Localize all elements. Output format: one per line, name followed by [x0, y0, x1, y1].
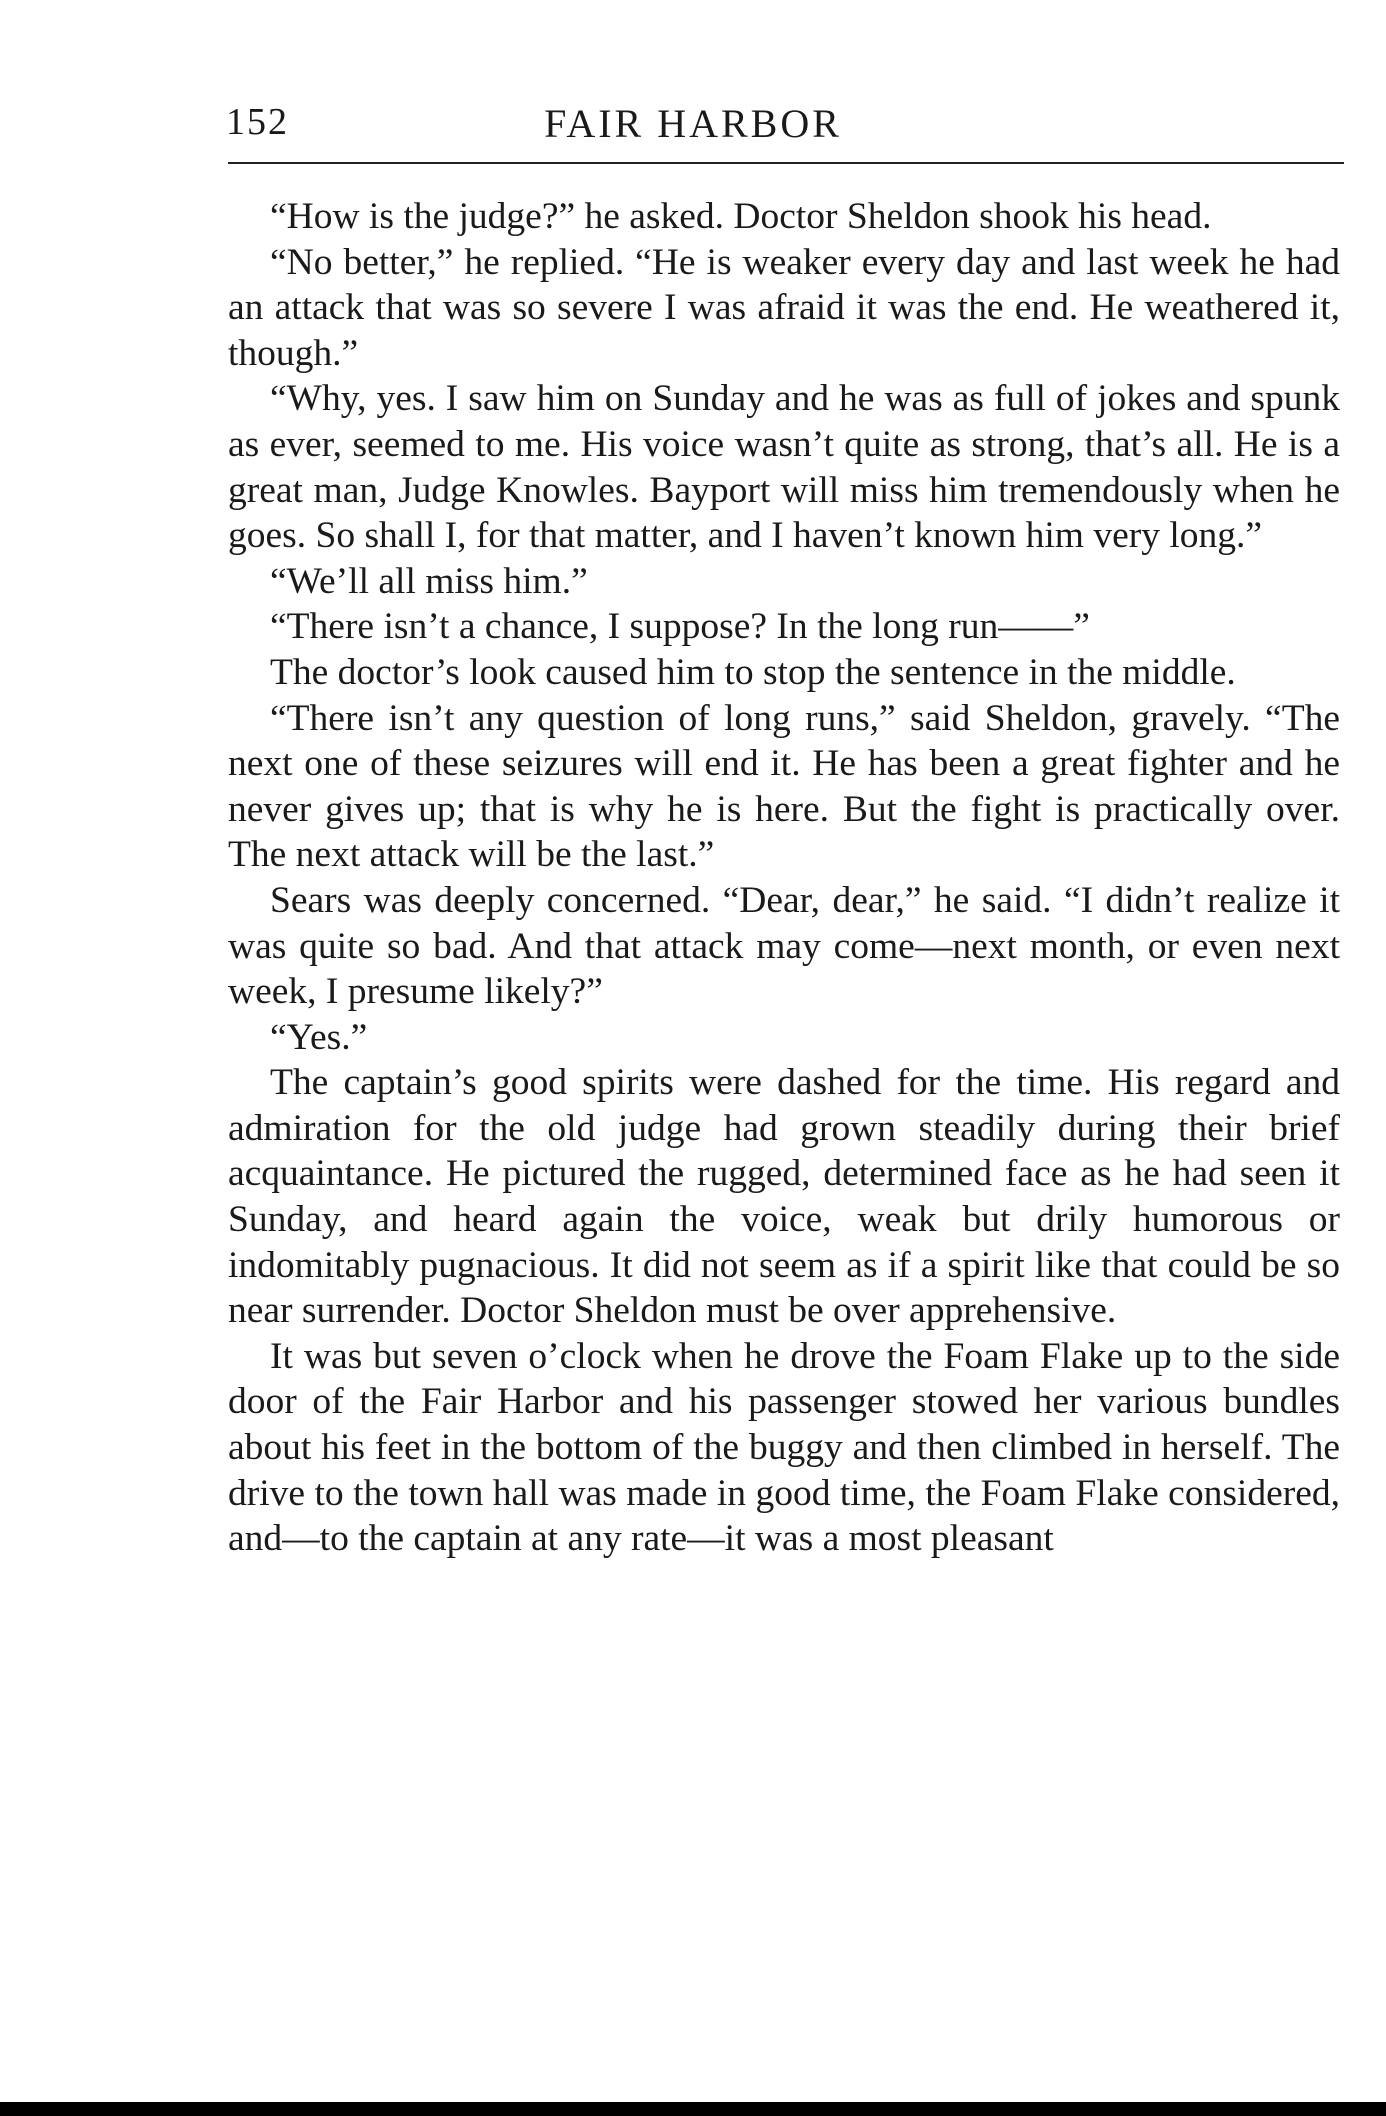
running-title: FAIR HARBOR — [544, 101, 842, 146]
paragraph: “How is the judge?” he asked. Doctor Sheldon shook his head. — [270, 196, 1212, 237]
paragraph: “Yes.” — [270, 1016, 368, 1058]
paragraph: The captain’s good spirits were dashed for the time. His regard and admiration for the old judge had grown steadily during their brief acquaintance. He pictured the rugged, determined face as he had seen it Sunday, and heard again the voice, weak but drily humorous or indomitably pugnacious. It did not seem as if a spirit like that could be so near surrender. Doctor Sheldon must be over apprehensive. — [228, 1062, 1340, 1332]
paragraph: “There isn’t a chance, I suppose? In the long run——” — [270, 606, 1090, 648]
paragraph: It was but seven o’clock when he drove the Foam Flake up to the side door of the Fair Harbor and his passenger stowed her various bundles about his feet in the bottom of the buggy and then climbed in herself. The drive to the town hall was made in good time, the Foam Flake considered, and—to the captain at any rate—it was a most pleasant — [228, 1335, 1340, 1560]
paragraph: “There isn’t any question of long runs,” said Sheldon, gravely. “The next one of these seizures will end it. He has been a great fighter and he never gives up; that is why he is here. But the fight is practically over. The next attack will be the last.” — [228, 697, 1340, 876]
page-number: 152 — [226, 101, 289, 143]
header-rule — [228, 162, 1344, 164]
paragraph: “We’ll all miss him.” — [270, 560, 588, 602]
scan-bottom-edge — [0, 2102, 1386, 2116]
paragraph: Sears was deeply concerned. “Dear, dear,” he said. “I didn’t realize it was quite so bad. And that attack may come—next month, or even next week, I presume likely?” — [228, 879, 1340, 1013]
paragraph: The doctor’s look caused him to stop the sentence in the middle. — [270, 651, 1236, 693]
body-text — [228, 194, 1340, 1562]
paragraph: “Why, yes. I saw him on Sunday and he was as full of jokes and spunk as ever, seemed to me. His voice wasn’t quite as strong, that’s all. He is a great man, Judge Knowles. Bayport will miss him tremendously when he goes. So shall I, for that matter, and I haven’t known him very long.” — [228, 378, 1340, 557]
paragraph: “No better,” he replied. “He is weaker every day and last week he had an attack that was so severe I was afraid it was the end. He weathered it, though.” — [228, 241, 1340, 374]
